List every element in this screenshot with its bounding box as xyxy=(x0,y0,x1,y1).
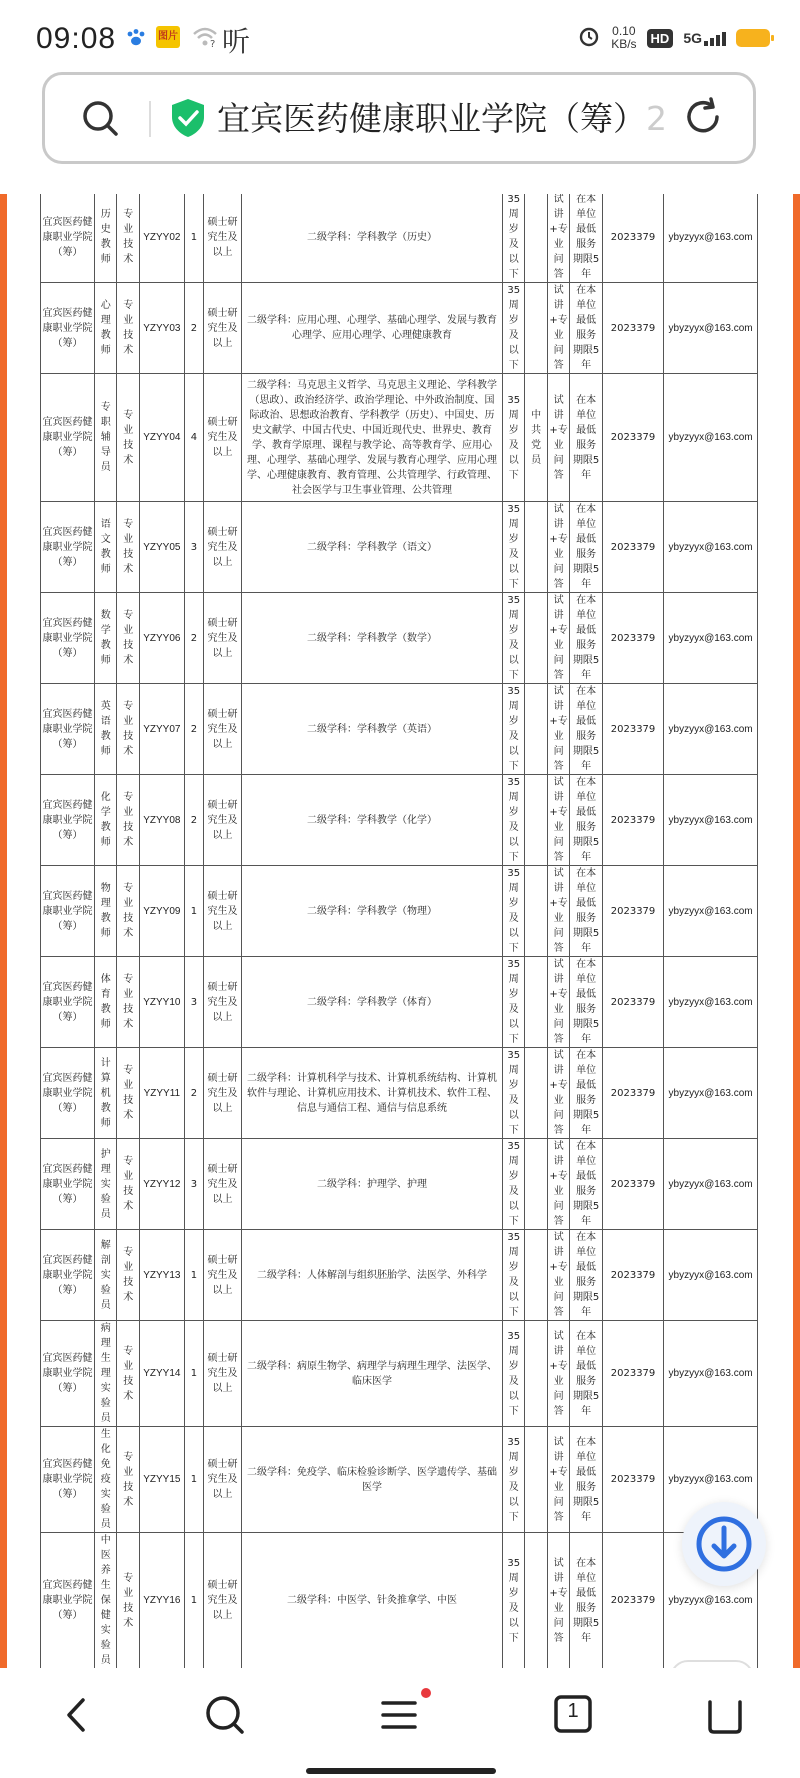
cell-exam: 试讲+专业问答 xyxy=(547,684,569,775)
cell-politics xyxy=(525,502,547,593)
cell-politics xyxy=(525,194,547,283)
cell-count: 1 xyxy=(184,1427,203,1533)
status-indicators xyxy=(577,22,770,54)
cell-service: 在本单位最低服务期限5年 xyxy=(570,1321,603,1427)
cell-count: 2 xyxy=(184,775,203,866)
cell-exam: 试讲+专业问答 xyxy=(547,374,569,502)
cell-unit: 宜宾医药健康职业学院（筹） xyxy=(41,957,95,1048)
cell-email: ybyzyyx@163.com xyxy=(664,1139,758,1230)
cell-exam: 试讲+专业问答 xyxy=(547,1533,569,1669)
cell-post: 中医养生保健实验员 xyxy=(95,1533,117,1669)
tabs-button[interactable] xyxy=(548,1690,598,1740)
cell-code: YZYY16 xyxy=(139,1533,184,1669)
battery-icon xyxy=(736,29,770,47)
cell-service: 在本单位最低服务期限5年 xyxy=(570,866,603,957)
cell-major: 二级学科：学科教学（历史） xyxy=(241,194,502,283)
cell-service: 在本单位最低服务期限5年 xyxy=(570,1048,603,1139)
cell-category: 专业技术 xyxy=(117,684,139,775)
cell-email: ybyzyyx@163.com xyxy=(664,1048,758,1139)
square-icon xyxy=(700,1690,750,1740)
cell-phone: 2023379 xyxy=(602,502,663,593)
cell-unit: 宜宾医药健康职业学院（筹） xyxy=(41,283,95,374)
cell-unit: 宜宾医药健康职业学院（筹） xyxy=(41,502,95,593)
right-edge xyxy=(793,194,800,1668)
table-body xyxy=(41,194,758,1668)
cell-email: ybyzyyx@163.com xyxy=(664,502,758,593)
cell-count: 2 xyxy=(184,593,203,684)
cell-phone: 2023379 xyxy=(602,1048,663,1139)
cell-service: 在本单位最低服务期限5年 xyxy=(570,684,603,775)
cell-code: YZYY03 xyxy=(139,283,184,374)
cell-age: 35周岁及以下 xyxy=(503,775,525,866)
cell-post: 心理教师 xyxy=(95,283,117,374)
home-button[interactable] xyxy=(700,1690,750,1740)
cell-code: YZYY08 xyxy=(139,775,184,866)
cell-category: 专业技术 xyxy=(117,283,139,374)
signal-icon xyxy=(683,30,726,46)
table-row xyxy=(41,374,758,502)
cell-post: 护理实验员 xyxy=(95,1139,117,1230)
cell-politics xyxy=(525,957,547,1048)
cell-service: 在本单位最低服务期限5年 xyxy=(570,957,603,1048)
cell-phone: 2023379 xyxy=(602,1427,663,1533)
cell-post: 物理教师 xyxy=(95,866,117,957)
cell-count: 3 xyxy=(184,957,203,1048)
svg-text:?: ? xyxy=(210,39,216,48)
cell-post: 解剖实验员 xyxy=(95,1230,117,1321)
cell-category: 专业技术 xyxy=(117,593,139,684)
cell-major: 二级学科：学科教学（化学） xyxy=(241,775,502,866)
cell-education: 硕士研究生及以上 xyxy=(204,775,242,866)
cell-education: 硕士研究生及以上 xyxy=(204,374,242,502)
table-row xyxy=(41,1427,758,1533)
cell-code: YZYY15 xyxy=(139,1427,184,1533)
cell-education: 硕士研究生及以上 xyxy=(204,1321,242,1427)
table-row xyxy=(41,775,758,866)
table-row xyxy=(41,194,758,283)
cell-major: 二级学科：应用心理、心理学、基础心理学、发展与教育心理学、应用心理学、心理健康教育 xyxy=(241,283,502,374)
network-speed xyxy=(611,25,636,51)
cell-unit: 宜宾医药健康职业学院（筹） xyxy=(41,1427,95,1533)
cell-education: 硕士研究生及以上 xyxy=(204,1427,242,1533)
cell-phone: 2023379 xyxy=(602,1230,663,1321)
cell-exam: 试讲+专业问答 xyxy=(547,1427,569,1533)
cell-politics xyxy=(525,1321,547,1427)
cell-service: 在本单位最低服务期限5年 xyxy=(570,194,603,283)
menu-button[interactable] xyxy=(375,1690,425,1740)
cell-count: 2 xyxy=(184,1048,203,1139)
cell-unit: 宜宾医药健康职业学院（筹） xyxy=(41,684,95,775)
search-button[interactable] xyxy=(200,1690,250,1740)
cell-major: 二级学科：护理学、护理 xyxy=(241,1139,502,1230)
cell-category: 专业技术 xyxy=(117,502,139,593)
cell-count: 2 xyxy=(184,684,203,775)
cell-service: 在本单位最低服务期限5年 xyxy=(570,775,603,866)
table-row xyxy=(41,502,758,593)
cell-phone: 2023379 xyxy=(602,957,663,1048)
cell-education: 硕士研究生及以上 xyxy=(204,593,242,684)
cell-count: 1 xyxy=(184,1230,203,1321)
paw-icon xyxy=(124,26,148,55)
cell-age: 35周岁及以下 xyxy=(503,502,525,593)
cell-post: 生化免疫实验员 xyxy=(95,1427,117,1533)
cell-category: 专业技术 xyxy=(117,1533,139,1669)
cell-exam: 试讲+专业问答 xyxy=(547,194,569,283)
cell-code: YZYY11 xyxy=(139,1048,184,1139)
search-icon[interactable] xyxy=(79,97,121,139)
bottom-nav xyxy=(0,1668,800,1778)
cell-category: 专业技术 xyxy=(117,775,139,866)
page-title-text: 宜宾医药健康职业学院（筹） xyxy=(217,99,646,138)
status-time: 09:08 xyxy=(36,22,117,55)
cell-exam: 试讲+专业问答 xyxy=(547,1139,569,1230)
cell-email: ybyzyyx@163.com xyxy=(664,1321,758,1427)
cell-major: 二级学科：学科教学（英语） xyxy=(241,684,502,775)
listen-icon: 听 xyxy=(222,25,251,58)
table-row xyxy=(41,283,758,374)
cell-age: 35周岁及以下 xyxy=(503,1533,525,1669)
cell-count: 1 xyxy=(184,1533,203,1669)
cell-education: 硕士研究生及以上 xyxy=(204,1139,242,1230)
cell-age: 35周岁及以下 xyxy=(503,1427,525,1533)
cell-email: ybyzyyx@163.com xyxy=(664,283,758,374)
cell-email: ybyzyyx@163.com xyxy=(664,1533,758,1669)
cell-code: YZYY05 xyxy=(139,502,184,593)
cell-education: 硕士研究生及以上 xyxy=(204,1048,242,1139)
cell-unit: 宜宾医药健康职业学院（筹） xyxy=(41,593,95,684)
cell-exam: 试讲+专业问答 xyxy=(547,593,569,684)
cell-major: 二级学科：学科教学（体育） xyxy=(241,957,502,1048)
cell-count: 1 xyxy=(184,194,203,283)
cell-phone: 2023379 xyxy=(602,775,663,866)
notification-dot xyxy=(421,1688,431,1698)
cell-education: 硕士研究生及以上 xyxy=(204,1230,242,1321)
cell-politics xyxy=(525,1048,547,1139)
cell-education: 硕士研究生及以上 xyxy=(204,957,242,1048)
cell-unit: 宜宾医药健康职业学院（筹） xyxy=(41,1321,95,1427)
cell-education: 硕士研究生及以上 xyxy=(204,502,242,593)
cell-category: 专业技术 xyxy=(117,1427,139,1533)
cell-major: 二级学科：免疫学、临床检验诊断学、医学遗传学、基础医学 xyxy=(241,1427,502,1533)
cell-politics xyxy=(525,1230,547,1321)
cell-email: ybyzyyx@163.com xyxy=(664,194,758,283)
cell-unit: 宜宾医药健康职业学院（筹） xyxy=(41,866,95,957)
cell-post: 专职辅导员 xyxy=(95,374,117,502)
app-icon: 图片 xyxy=(156,26,180,48)
cell-exam: 试讲+专业问答 xyxy=(547,502,569,593)
cell-education: 硕士研究生及以上 xyxy=(204,1533,242,1669)
cell-age: 35周岁及以下 xyxy=(503,1048,525,1139)
cell-count: 1 xyxy=(184,866,203,957)
cell-exam: 试讲+专业问答 xyxy=(547,957,569,1048)
cell-phone: 2023379 xyxy=(602,684,663,775)
cell-code: YZYY06 xyxy=(139,593,184,684)
cell-email: ybyzyyx@163.com xyxy=(664,866,758,957)
cell-post: 数学教师 xyxy=(95,593,117,684)
cell-politics xyxy=(525,283,547,374)
cell-major: 二级学科：学科教学（语文） xyxy=(241,502,502,593)
cell-politics xyxy=(525,866,547,957)
cell-exam: 试讲+专业问答 xyxy=(547,283,569,374)
table-row xyxy=(41,1048,758,1139)
cell-email: ybyzyyx@163.com xyxy=(664,775,758,866)
cell-phone: 2023379 xyxy=(602,374,663,502)
tab-count: 1 xyxy=(567,1700,579,1722)
back-button[interactable] xyxy=(52,1690,102,1740)
cell-exam: 试讲+专业问答 xyxy=(547,866,569,957)
cell-politics xyxy=(525,775,547,866)
cell-code: YZYY07 xyxy=(139,684,184,775)
reload-icon[interactable] xyxy=(681,95,725,139)
cell-politics xyxy=(525,1139,547,1230)
cell-phone: 2023379 xyxy=(602,1139,663,1230)
cell-age: 35周岁及以下 xyxy=(503,684,525,775)
cell-politics xyxy=(525,593,547,684)
cell-age: 35周岁及以下 xyxy=(503,957,525,1048)
cell-email: ybyzyyx@163.com xyxy=(664,957,758,1048)
cell-age: 35周岁及以下 xyxy=(503,1139,525,1230)
cell-age: 35周岁及以下 xyxy=(503,1230,525,1321)
cell-age: 35周岁及以下 xyxy=(503,374,525,502)
cell-service: 在本单位最低服务期限5年 xyxy=(570,1230,603,1321)
table-row xyxy=(41,593,758,684)
page-content[interactable] xyxy=(0,194,800,1668)
table-row xyxy=(41,866,758,957)
cell-education: 硕士研究生及以上 xyxy=(204,194,242,283)
cell-unit: 宜宾医药健康职业学院（筹） xyxy=(41,194,95,283)
cell-email: ybyzyyx@163.com xyxy=(664,1230,758,1321)
left-edge xyxy=(0,194,7,1668)
cell-phone: 2023379 xyxy=(602,1533,663,1669)
cell-service: 在本单位最低服务期限5年 xyxy=(570,502,603,593)
network-speed-unit: KB/s xyxy=(611,37,637,51)
menu-icon xyxy=(375,1690,425,1740)
table-row xyxy=(41,1139,758,1230)
cell-major: 二级学科：马克思主义哲学、马克思主义理论、学科教学（思政）、政治经济学、政治学理论、中外政治制度、国际政治、思想政治教育、学科教学（历史）、中国史、历史文献学、中国古代史、中国近现代史、世界史、教育学、教育学原理、课程与教学论、高等教育学、应用心理、心理学、基础心理学、发展与教育心理学、应用心理学、心理健康教育、教育管理、公共管理学、行政管理、社会医学与卫生事业管理、公共管理 xyxy=(241,374,502,502)
cell-email: ybyzyyx@163.com xyxy=(664,593,758,684)
cell-email: ybyzyyx@163.com xyxy=(664,374,758,502)
cell-service: 在本单位最低服务期限5年 xyxy=(570,1139,603,1230)
cell-count: 2 xyxy=(184,283,203,374)
cell-code: YZYY13 xyxy=(139,1230,184,1321)
cell-exam: 试讲+专业问答 xyxy=(547,1230,569,1321)
cell-major: 二级学科：学科教学（物理） xyxy=(241,866,502,957)
cell-exam: 试讲+专业问答 xyxy=(547,775,569,866)
back-icon xyxy=(52,1690,102,1740)
cell-post: 语文教师 xyxy=(95,502,117,593)
page-title-overflow: 2 xyxy=(646,99,667,138)
cell-unit: 宜宾医药健康职业学院（筹） xyxy=(41,775,95,866)
cell-unit: 宜宾医药健康职业学院（筹） xyxy=(41,1230,95,1321)
cell-phone: 2023379 xyxy=(602,283,663,374)
cell-service: 在本单位最低服务期限5年 xyxy=(570,1427,603,1533)
address-bar[interactable] xyxy=(42,72,756,164)
cell-post: 计算机教师 xyxy=(95,1048,117,1139)
cell-age: 35周岁及以下 xyxy=(503,593,525,684)
table-row xyxy=(41,1533,758,1669)
hd-badge: HD xyxy=(647,29,674,48)
cell-post: 历史教师 xyxy=(95,194,117,283)
cell-politics xyxy=(525,1427,547,1533)
cell-count: 4 xyxy=(184,374,203,502)
cell-age: 35周岁及以下 xyxy=(503,194,525,283)
wifi-question-icon xyxy=(192,26,218,53)
status-bar xyxy=(0,0,800,70)
download-button[interactable] xyxy=(682,1502,766,1586)
cell-service: 在本单位最低服务期限5年 xyxy=(570,1533,603,1669)
cell-count: 3 xyxy=(184,1139,203,1230)
cell-service: 在本单位最低服务期限5年 xyxy=(570,283,603,374)
cell-exam: 试讲+专业问答 xyxy=(547,1321,569,1427)
search-icon xyxy=(200,1690,250,1740)
network-speed-value: 0.10 xyxy=(612,24,636,38)
page-title[interactable] xyxy=(217,93,667,140)
cell-post: 英语教师 xyxy=(95,684,117,775)
cell-phone: 2023379 xyxy=(602,593,663,684)
cell-major: 二级学科：病原生物学、病理学与病理生理学、法医学、临床医学 xyxy=(241,1321,502,1427)
table-row xyxy=(41,684,758,775)
download-icon xyxy=(694,1514,754,1574)
cell-major: 二级学科：学科教学（数学） xyxy=(241,593,502,684)
cell-unit: 宜宾医药健康职业学院（筹） xyxy=(41,374,95,502)
cell-unit: 宜宾医药健康职业学院（筹） xyxy=(41,1139,95,1230)
cell-education: 硕士研究生及以上 xyxy=(204,283,242,374)
cell-education: 硕士研究生及以上 xyxy=(204,684,242,775)
table-row xyxy=(41,1230,758,1321)
cell-code: YZYY02 xyxy=(139,194,184,283)
cell-category: 专业技术 xyxy=(117,1139,139,1230)
cell-education: 硕士研究生及以上 xyxy=(204,866,242,957)
cell-category: 专业技术 xyxy=(117,1321,139,1427)
cell-code: YZYY09 xyxy=(139,866,184,957)
cell-category: 专业技术 xyxy=(117,866,139,957)
cell-age: 35周岁及以下 xyxy=(503,866,525,957)
cell-post: 病理生理实验员 xyxy=(95,1321,117,1427)
network-type: 5G xyxy=(683,30,702,46)
cell-email: ybyzyyx@163.com xyxy=(664,1427,758,1533)
cell-major: 二级学科：人体解剖与组织胚胎学、法医学、外科学 xyxy=(241,1230,502,1321)
cell-politics xyxy=(525,1533,547,1669)
cell-service: 在本单位最低服务期限5年 xyxy=(570,374,603,502)
cell-exam: 试讲+专业问答 xyxy=(547,1048,569,1139)
home-indicator[interactable] xyxy=(306,1768,496,1774)
cell-unit: 宜宾医药健康职业学院（筹） xyxy=(41,1533,95,1669)
cell-politics: 中共党员 xyxy=(525,374,547,502)
cell-code: YZYY12 xyxy=(139,1139,184,1230)
cell-count: 1 xyxy=(184,1321,203,1427)
cell-politics xyxy=(525,684,547,775)
cell-unit: 宜宾医药健康职业学院（筹） xyxy=(41,1048,95,1139)
cell-major: 二级学科：中医学、针灸推拿学、中医 xyxy=(241,1533,502,1669)
table-row xyxy=(41,957,758,1048)
cell-category: 专业技术 xyxy=(117,1048,139,1139)
cell-category: 专业技术 xyxy=(117,1230,139,1321)
table-row xyxy=(41,1321,758,1427)
cell-phone: 2023379 xyxy=(602,194,663,283)
cell-code: YZYY04 xyxy=(139,374,184,502)
cell-phone: 2023379 xyxy=(602,866,663,957)
cell-email: ybyzyyx@163.com xyxy=(664,684,758,775)
cell-age: 35周岁及以下 xyxy=(503,283,525,374)
cell-major: 二级学科：计算机科学与技术、计算机系统结构、计算机软件与理论、计算机应用技术、计算机技术、软件工程、信息与通信工程、通信与信息系统 xyxy=(241,1048,502,1139)
cell-service: 在本单位最低服务期限5年 xyxy=(570,593,603,684)
cell-count: 3 xyxy=(184,502,203,593)
divider xyxy=(149,101,151,137)
cell-post: 化学教师 xyxy=(95,775,117,866)
cell-category: 专业技术 xyxy=(117,957,139,1048)
cell-code: YZYY10 xyxy=(139,957,184,1048)
alarm-icon xyxy=(577,24,601,52)
cell-code: YZYY14 xyxy=(139,1321,184,1427)
recruitment-table xyxy=(40,194,758,1668)
secure-shield-icon xyxy=(169,97,207,139)
cell-phone: 2023379 xyxy=(602,1321,663,1427)
cell-age: 35周岁及以下 xyxy=(503,1321,525,1427)
cell-post: 体育教师 xyxy=(95,957,117,1048)
cell-category: 专业技术 xyxy=(117,194,139,283)
cell-category: 专业技术 xyxy=(117,374,139,502)
